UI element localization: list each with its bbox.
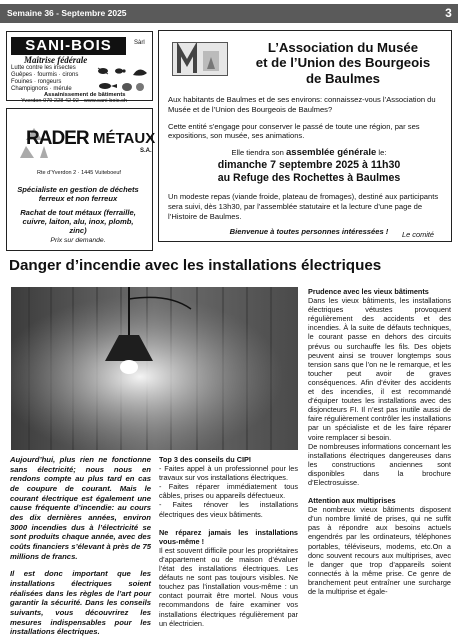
lamp-photo — [11, 287, 298, 450]
page-number: 3 — [445, 6, 452, 20]
rader-name: RADER — [26, 128, 89, 149]
association-title-line: de Baulmes — [305, 70, 381, 86]
association-welcome: Bienvenue à toutes personnes intéressées ! — [229, 227, 389, 237]
old-buildings-paragraph: Dans les vieux bâtiments, les installations électriques vétustes provoquent régulièrement des accidents et des incendies. À la suite de défauts techniques, le courant passe en dehors des circuits prévus ou surchauffe les fils. Des objets peuvent ainsi se trouver longtemps sous tension sans que l’on ne le remarque, et les toucher peut avoir de graves conséquences. Afin d’éviter des accidents et des incendies, il est recommandé d’équiper toutes les installations avec des disjoncteurs FI. Il n’est pas inutile aussi de faire régulièrement contrôler les installations par un spécialiste et de les faire réparer voire remplacer si besoin. — [308, 296, 451, 442]
rader-metaux: MÉTAUX — [93, 130, 156, 147]
association-title — [236, 40, 450, 86]
association-invite — [168, 148, 450, 158]
museum-m-icon — [173, 43, 229, 77]
article-intro — [10, 455, 151, 637]
invite-prefix: Elle tiendra son — [231, 148, 286, 158]
tips-heading: Top 3 des conseils du CIPI — [159, 455, 251, 464]
sani-bois-logo: SANI-BOIS — [11, 37, 126, 55]
sani-subtitle: Maîtrise fédérale — [24, 55, 88, 65]
sani-service-line: Champignons · mérule — [11, 85, 72, 92]
rader-specialist: Spécialiste en gestion de déchets ferreux et non ferreux — [17, 185, 139, 203]
old-buildings-paragraph: De nombreuses informations concernant les installations électriques dangereuses dans les constructions anciennes sont disponibles dans la brochure d’Electrosuisse. — [308, 441, 451, 487]
rader-sa: S.A. — [140, 148, 152, 154]
invite-suffix: le: — [376, 148, 387, 158]
association-para: Aux habitants de Baulmes et de ses environs: connaissez-vous l’Association du Musée et de l’Union des Bourgeois de Baulmes? — [168, 95, 436, 114]
sani-service-line: Guêpes · fourmis · cirons — [11, 71, 79, 78]
diy-heading: Ne réparez jamais les installations vous-même ! — [159, 527, 298, 546]
invite-assembly: assemblée générale — [286, 147, 377, 159]
tip-item: - Faites réparer immédiatement tous câbles, prises ou appareils défectueux. — [159, 482, 298, 501]
association-para: Cette entité s’engage pour conserver le passé de toute une région, par ses expositions, son musée, ses animations. — [168, 121, 420, 141]
tip-item: - Faites rénover les installations électriques des vieux bâtiments. — [159, 500, 298, 519]
rader-rachat: Rachat de tout métaux (ferraille, cuivre, laiton, alu, inox, plomb, zinc) — [20, 208, 136, 235]
sani-contact: Yverdon 079 228 42 92 - www.sani-bois.ch — [21, 98, 128, 104]
intro-paragraph: Il est donc important que les installations électriques soient réalisées dans les règles de l’art pour garantir la sécurité. Dans les conseils suivants, vous découvrirez les mesures indispensables pour les installations électriques. — [10, 569, 151, 637]
multiprise-heading: Attention aux multiprises — [308, 496, 396, 506]
assembly-date: dimanche 7 septembre 2025 à 11h30 — [217, 158, 401, 171]
diy-paragraph: Il est souvent difficile pour les propriétaires d’appartement ou de maison d’évaluer l’état des installations électriques. Les défauts ne sont pas toujours visibles. Ne touchez pas l’installation vous-même : un contact pourrait être mortel. Nous vous recommandons de faire examiner vos installations électriques régulièrement par un électricien. — [159, 545, 298, 628]
tip-item: - Faites appel à un professionnel pour les travaux sur vos installations électriques. — [159, 464, 298, 483]
multiprise-paragraph: De nombreux vieux bâtiments disposent d’un nombre limité de prises, qui ne suffit pas à répondre aux besoins actuels engendrés par les ordinateurs, téléphones portables, téléviseurs, modems, etc.On a donc souvent recours aux multiprises, avec le danger que trop d’appareils soient connectés à la même prise. Ce genre de branchement peut entraîner une surcharge de la multiprise et égale- — [308, 505, 451, 596]
intro-paragraph: Aujourd’hui, plus rien ne fonctionne sans électricité; nous nous en rendons compte au plus tard en cas de coupure de courant. Mais le courant électrique est également une cause fréquente d’incendie: au cours des dix dernières années, environ 3000 incendies dus à l’électricité se sont produits chaque année, avec des coûts financiers s’élevant à près de 75 millions de francs. — [10, 455, 151, 561]
association-signature: Le comité — [402, 230, 435, 239]
musee-logo — [172, 42, 228, 76]
assembly-place: au Refuge des Rochettes à Baulmes — [217, 171, 401, 184]
association-title-line: L’Association du Musée — [267, 40, 419, 55]
hanging-lamp-image — [11, 287, 298, 450]
article-column-2 — [159, 455, 298, 628]
rader-price: Prix sur demande. — [50, 237, 106, 244]
association-body — [168, 95, 450, 237]
sani-services — [11, 65, 91, 93]
sani-service-line: Lutte contre les insectes — [11, 65, 76, 71]
article-title: Danger d’incendie avec les installations électriques — [9, 257, 382, 274]
sani-tagline: Assainissement de bâtiments — [44, 92, 126, 98]
association-title-line: et de l’Union des Bourgeois — [255, 55, 431, 71]
old-buildings-heading: Prudence avec les vieux bâtiments — [308, 287, 429, 296]
association-para: Un modeste repas (viande froide, plateau de fromages), destiné aux participants sera suivi, dès 13h30, par l’assemblée statutaire et la lecture d’une page de l’Histoire de Baulmes. — [168, 191, 439, 221]
rader-address: Rte d’Yverdon 2 · 1445 Vuiteboeuf — [37, 170, 121, 176]
header-bar — [0, 4, 458, 23]
sani-sarl: Sàrl — [134, 40, 145, 46]
sani-service-line: Fouines · rongeurs — [11, 78, 62, 85]
issue-label: Semaine 36 - Septembre 2025 — [7, 8, 127, 18]
article-column-3 — [308, 287, 451, 596]
